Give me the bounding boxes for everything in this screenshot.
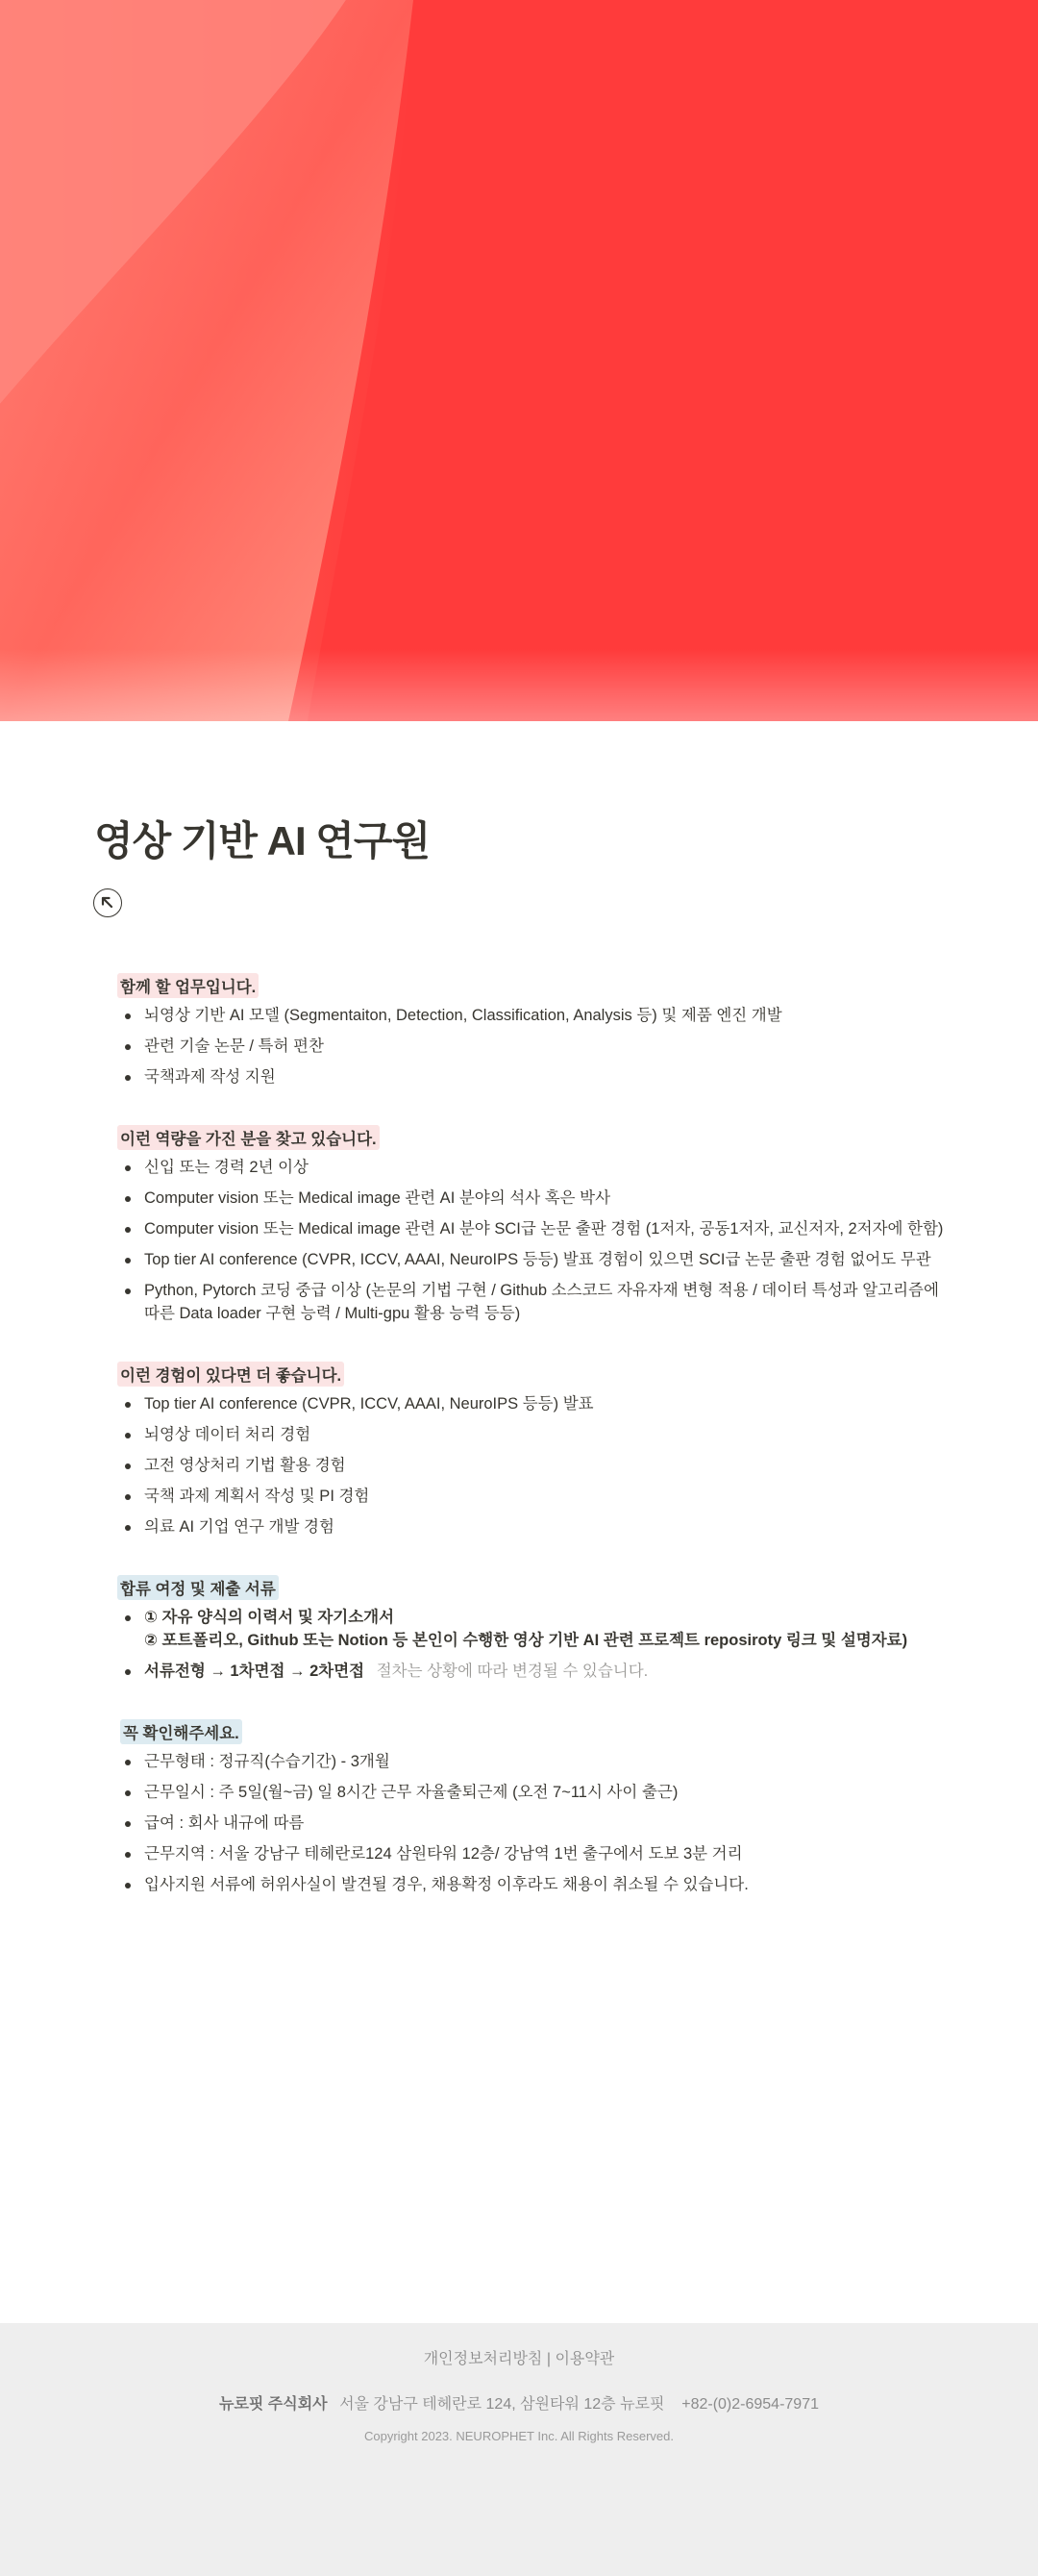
list-item: 국책 과제 계획서 작성 및 PI 경험 xyxy=(117,1485,944,1508)
footer-company-info xyxy=(0,2391,1038,2413)
section-heading: 합류 여정 및 제출 서류 xyxy=(117,1575,279,1600)
duties-list xyxy=(117,1004,944,1088)
document-item: ① 자유 양식의 이력서 및 자기소개서 xyxy=(144,1609,395,1626)
list-item: 입사지원 서류에 허위사실이 발견될 경우, 채용확정 이후라도 채용이 취소될 수 있습니다. xyxy=(117,1873,944,1896)
preferred-list xyxy=(117,1392,944,1538)
company-phone: +82-(0)2-6954-7971 xyxy=(681,2396,819,2413)
list-item: Python, Pytorch 코딩 중급 이상 (논문의 기법 구현 / Github 소스코드 자유자재 변형 적용 / 데이터 특성과 알고리즘에 따른 Data loader 구현 능력 / Multi-gpu 활용 능력 등등) xyxy=(117,1279,944,1325)
section-duties xyxy=(117,973,944,1088)
privacy-policy-link[interactable]: 개인정보처리방침 xyxy=(423,2351,543,2367)
document-item: ② 포트폴리오, Github 또는 Notion 등 본인이 수행한 영상 기반 AI 관련 프로젝트 reposiroty 링크 및 설명자료) xyxy=(144,1632,908,1649)
footer-separator: | xyxy=(546,2351,551,2367)
section-heading: 이런 경험이 있다면 더 좋습니다. xyxy=(117,1362,344,1387)
company-name: 뉴로핏 주식회사 xyxy=(218,2396,328,2413)
list-item: Top tier AI conference (CVPR, ICCV, AAAI, NeuroIPS 등등) 발표 xyxy=(117,1392,944,1415)
section-heading: 꼭 확인해주세요. xyxy=(120,1719,242,1744)
process-note: 절차는 상황에 따라 변경될 수 있습니다. xyxy=(376,1663,649,1680)
list-item: 국책과제 작성 지원 xyxy=(117,1065,944,1088)
company-address: 서울 강남구 테헤란로 124, 삼원타워 12층 뉴로핏 xyxy=(339,2396,665,2413)
hero-banner xyxy=(0,0,1038,721)
qualifications-list xyxy=(117,1156,944,1325)
list-item: 뇌영상 데이터 처리 경험 xyxy=(117,1423,944,1446)
hero-gradient-graphic xyxy=(0,0,1038,721)
job-sections xyxy=(117,973,944,1933)
list-item: 근무지역 : 서울 강남구 테헤란로124 삼원타워 12층/ 강남역 1번 출구에서 도보 3분 거리 xyxy=(117,1842,944,1865)
list-item: Top tier AI conference (CVPR, ICCV, AAAI, NeuroIPS 등등) 발표 경험이 있으면 SCI급 논문 출판 경험 없어도 무관 xyxy=(117,1248,944,1271)
list-item: Computer vision 또는 Medical image 관련 AI 분야의 석사 혹은 박사 xyxy=(117,1187,944,1210)
notice-list xyxy=(117,1750,944,1896)
site-footer xyxy=(0,2323,1038,2576)
list-item: 의료 AI 기업 연구 개발 경험 xyxy=(117,1515,944,1538)
terms-link[interactable]: 이용약관 xyxy=(555,2351,615,2367)
list-item: 근무일시 : 주 5일(월~금) 일 8시간 근무 자율출퇴근제 (오전 7~11시 사이 출근) xyxy=(117,1781,944,1804)
section-qualifications xyxy=(117,1125,944,1325)
section-preferred xyxy=(117,1362,944,1538)
list-item: 뇌영상 기반 AI 모델 (Segmentaiton, Detection, Classification, Analysis 등) 및 제품 엔진 개발 xyxy=(117,1004,944,1027)
list-item: 급여 : 회사 내규에 따름 xyxy=(117,1812,944,1835)
section-notice xyxy=(117,1719,944,1896)
list-item-steps xyxy=(117,1660,944,1683)
list-item: Computer vision 또는 Medical image 관련 AI 분야 SCI급 논문 출판 경험 (1저자, 공동1저자, 교신저자, 2저자에 한함) xyxy=(117,1217,944,1240)
section-heading: 이런 역량을 가진 분을 찾고 있습니다. xyxy=(117,1125,380,1150)
page-title: 영상 기반 AI 연구원 xyxy=(94,818,431,863)
process-list xyxy=(117,1606,944,1683)
list-item: 신입 또는 경력 2년 이상 xyxy=(117,1156,944,1179)
arrow-up-left-circle-icon[interactable] xyxy=(93,888,122,917)
list-item: 관련 기술 논문 / 특허 편찬 xyxy=(117,1035,944,1058)
process-steps: 서류전형 → 1차면접 → 2차면접 xyxy=(144,1663,365,1680)
list-item-documents xyxy=(117,1606,944,1652)
footer-links xyxy=(0,2346,1038,2368)
list-item: 고전 영상처리 기법 활용 경험 xyxy=(117,1454,944,1477)
list-item: 근무형태 : 정규직(수습기간) - 3개월 xyxy=(117,1750,944,1773)
section-process xyxy=(117,1575,944,1683)
copyright: Copyright 2023. NEUROPHET Inc. All Rights Reserved. xyxy=(363,2429,674,2443)
section-heading: 함께 할 업무입니다. xyxy=(117,973,259,998)
